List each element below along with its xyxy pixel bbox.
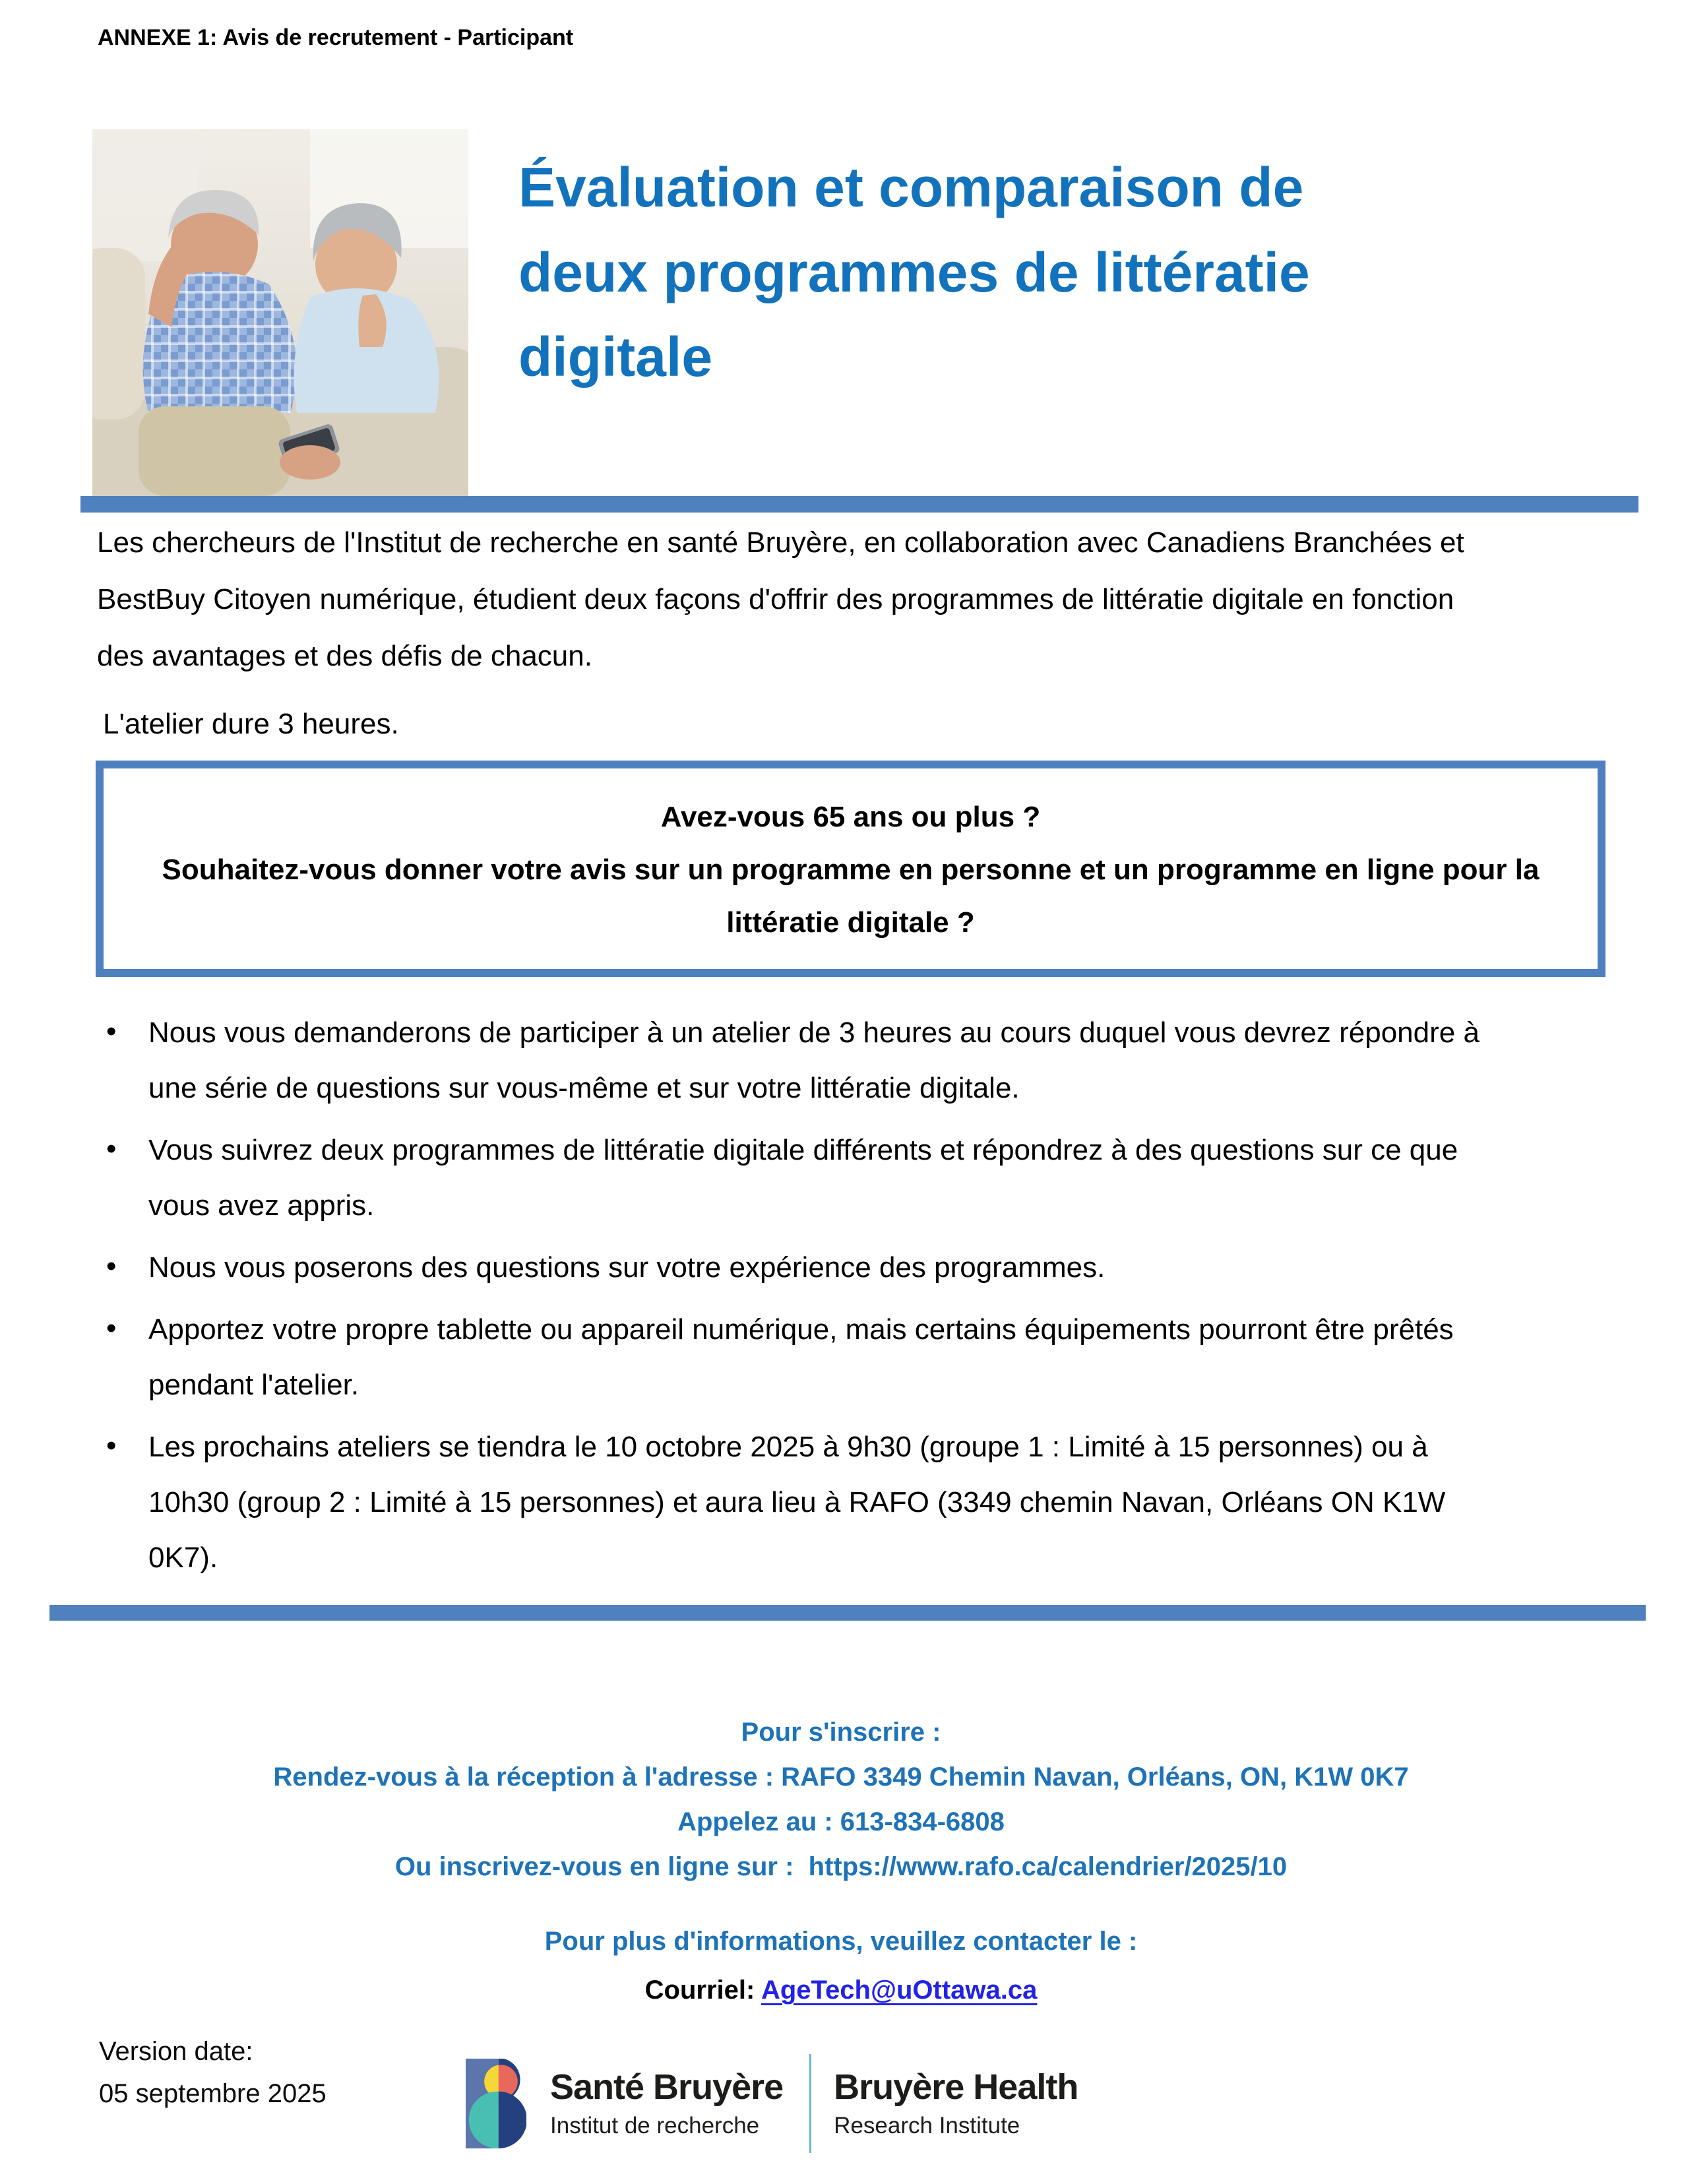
signup-online-line xyxy=(0,1844,1682,1889)
signup-address-line: Rendez-vous à la réception à l'adresse : RAFO 3349 Chemin Navan, Orléans, ON, K1W 0K7 xyxy=(273,1763,1409,1792)
version-block xyxy=(99,2030,327,2115)
page-title: Évaluation et comparaison de deux programmes de littératie digitale xyxy=(518,156,1310,389)
annex-header: ANNEXE 1: Avis de recrutement - Participant xyxy=(98,25,574,50)
signup-url: https://www.rafo.ca/calendrier/2025/10 xyxy=(808,1852,1288,1881)
email-link[interactable]: AgeTech@uOttawa.ca xyxy=(761,1976,1038,2005)
logo-en-subtitle: Research Institute xyxy=(834,2113,1020,2139)
bullet-text: Vous suivrez deux programmes de littératie digitale différents et répondrez à des questions sur ce que vous avez appris. xyxy=(148,1134,1458,1222)
bullet-icon: • xyxy=(106,1250,117,1282)
logo-text-en xyxy=(834,2068,1078,2139)
bruyere-logo xyxy=(466,2054,1078,2153)
signup-phone-line: Appelez au : 613-834-6808 xyxy=(677,1807,1005,1836)
logo-fr-name: Santé Bruyère xyxy=(550,2067,784,2107)
bullet-text: Nous vous demanderons de participer à un atelier de 3 heures au cours duquel vous devrez répondre à une série de questions sur vous-même et sur votre littératie digitale. xyxy=(148,1016,1480,1104)
hero-photo xyxy=(92,129,468,496)
bullet-text: Les prochains ateliers se tiendra le 10 octobre 2025 à 9h30 (groupe 1 : Limité à 15 personnes) ou à 10h30 (group 2 : Limité à 15 personnes) et aura lieu à RAFO (3349 chemin Navan, Orléans ON K1W 0K7). xyxy=(148,1431,1446,1574)
list-item xyxy=(102,1240,1501,1295)
intro-paragraph: Les chercheurs de l'Institut de recherche en santé Bruyère, en collaboration avec Canadiens Branchées et BestBuy Citoyen numérique, étudient deux façons d'offrir des programmes de littératie digitale en fonction des avantages et des défis de chacun. xyxy=(97,526,1464,672)
contact-email-line xyxy=(0,1966,1682,2014)
logo-text-fr xyxy=(550,2068,783,2139)
version-date: 05 septembre 2025 xyxy=(99,2079,327,2108)
list-item xyxy=(102,1420,1501,1586)
contact-block xyxy=(0,1917,1682,2014)
bullet-text: Nous vous poserons des questions sur votre expérience des programmes. xyxy=(148,1251,1106,1284)
list-item xyxy=(102,1005,1501,1116)
list-item xyxy=(102,1302,1501,1413)
highlight-box-question-2: Souhaitez-vous donner votre avis sur un programme en personne et un programme en ligne pour la littératie digitale ? xyxy=(162,854,1540,939)
version-label: Version date: xyxy=(99,2037,253,2066)
bullet-icon: • xyxy=(106,1429,117,1462)
highlight-box xyxy=(96,761,1605,977)
bruyere-logo-icon xyxy=(466,2055,526,2152)
bullet-icon: • xyxy=(106,1312,117,1344)
bullet-text: Apportez votre propre tablette ou appareil numérique, mais certains équipements pourront être prêtés pendant l'atelier. xyxy=(148,1313,1454,1401)
logo-en-name: Bruyère Health xyxy=(834,2067,1078,2107)
signup-heading: Pour s'inscrire : xyxy=(741,1718,941,1747)
details-bullet-list xyxy=(102,1005,1501,1592)
highlight-box-question-1: Avez-vous 65 ans ou plus ? xyxy=(660,801,1041,833)
email-label: Courriel: xyxy=(644,1976,755,2005)
elderly-couple-photo-placeholder xyxy=(92,129,468,496)
logo-fr-subtitle: Institut de recherche xyxy=(550,2113,760,2139)
contact-heading: Pour plus d'informations, veuillez contacter le : xyxy=(544,1927,1138,1956)
signup-block xyxy=(0,1710,1682,1889)
bullet-icon: • xyxy=(106,1015,117,1047)
duration-note: L'atelier dure 3 heures. xyxy=(103,708,399,740)
list-item xyxy=(102,1123,1501,1233)
separator-bar-bottom xyxy=(49,1605,1646,1621)
bullet-icon: • xyxy=(106,1133,117,1165)
logo-divider xyxy=(809,2054,811,2153)
separator-bar-top xyxy=(80,496,1638,513)
signup-online-prefix: Ou inscrivez-vous en ligne sur : xyxy=(394,1852,794,1881)
